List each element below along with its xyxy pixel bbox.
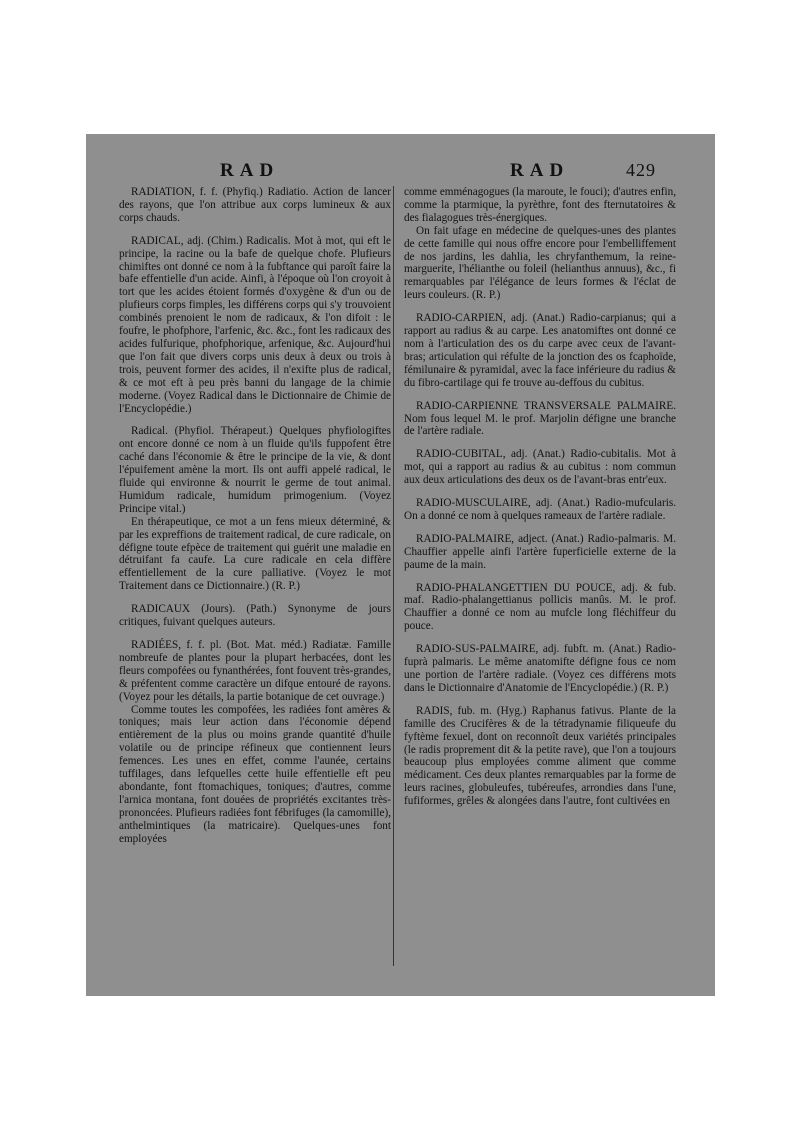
entry-radio-cubital: RADIO-CUBITAL, adj. (Anat.) Radio-cubitalis. Mot à mot, qui a rapport au radius & au cubitus : nom commun aux deux articulations des deux os de l'avant-bras entr'eux. [404, 448, 676, 487]
running-head [86, 160, 715, 182]
dictionary-page [86, 134, 715, 996]
running-head-left: RAD [220, 160, 280, 181]
entry-radiees-continued: Comme toutes les compofées, les radiées font amères & toniques; mais leur action dans l'économie dépend entièrement de la plus ou moins grande quantité d'huile volatile ou de principe réfineux que contiennent leurs femences. Les unes en effet, comme l'aunée, certains tuffilages, dans lefquelles cette huile effentielle eft peu abondante, font ftomachiques, toniques; d'autres, comme l'arnica montana, font douées de propriétés excitantes très-prononcées. Plufieurs radiées font fébrifuges (la camomille), anthelmintiques (la matricaire). Quelques-unes font employées [119, 703, 391, 845]
entry-radical-therapeutique: En thérapeutique, ce mot a un fens mieux déterminé, & par les expreffions de traitement radical, de cure radicale, on défigne toute efpèce de traitement qui guérit une maladie en détruifant fa caufe. La cure radicale en cela diffère effentiellement de la cure palliative. (Voyez le mot Traitement dans ce Dictionnaire.) (R. P.) [119, 515, 391, 593]
entry-radicaux: RADICAUX (Jours). (Path.) Synonyme de jours critiques, fuivant quelques auteurs. [119, 603, 391, 629]
entry-radio-palmaire: RADIO-PALMAIRE, adject. (Anat.) Radio-palmaris. M. Chauffier appelle ainfi l'artère fuperficielle externe de la paume de la main. [404, 532, 676, 571]
entry-radical-physiol: Radical. (Phyfiol. Thérapeut.) Quelques phyfiologiftes ont encore donné ce nom à un fluide qu'ils fuppofent être caché dans l'économie & être le principe de la vie, & dont l'épuifement amène la mort. Ils ont auffi appelé radical, le fluide qui environne & nourrit le germe de tout animal. Humidum radicale, humidum primogenium. (Voyez Principe vital.) En thérapeutique, ce mot a un fens mieux déterminé, & par les expreffions de traitement radical, de cure radicale, on défigne toute efpèce de traitement qui guérit une maladie en détruifant fa caufe. La cure radicale en cela diffère effentiellement de la cure palliative. (Voyez le mot Traitement dans ce Dictionnaire.) (R. P.) [119, 425, 391, 593]
entry-radiees-end: comme emménagogues (la maroute, le fouci); d'autres enfin, comme la ptarmique, la pyrèthre, font des fternutatoires & des fialagogues très-énergiques. On fait ufage en médecine de quelques-unes des plantes de cette famille qui nous offre encore pour l'embelliffement de nos jardins, les dahlia, les chryfanthemum, la reine-marguerite, l'hélianthe ou foleil (helianthus annuus), &c., fi remarquables par l'élégance de leurs formes & l'éclat de leurs couleurs. (R. P.) [404, 186, 676, 302]
entry-radio-carpienne: RADIO-CARPIENNE TRANSVERSALE PALMAIRE. Nom fous lequel M. le prof. Marjolin défigne une branche de l'artère radiale. [404, 399, 676, 438]
running-head-right: RAD [510, 160, 570, 181]
right-column [404, 186, 676, 818]
entry-radio-phalangettien: RADIO-PHALANGETTIEN DU POUCE, adj. & fub. maf. Radio-phalangettianus pollicis manûs. M. le prof. Chauffier a donné ce nom au mufcle long fléchiffeur du pouce. [404, 581, 676, 633]
page-number: 429 [626, 160, 656, 180]
entry-radiees: RADIÉES, f. f. pl. (Bot. Mat. méd.) Radiatæ. Famille nombreufe de plantes pour la plupart herbacées, dont les fleurs compofées ou fynanthérées, font fouvent très-grandes, & préfentent comme caractère un difque entouré de rayons. (Voyez pour les détails, la partie botanique de cet ouvrage.) Comme toutes les compofées, les radiées font amères & toniques; mais leur action dans l'économie dépend entièrement de la plus ou moins grande quantité d'huile volatile ou de principe réfineux que contiennent leurs femences. Les unes en effet, comme l'aunée, certains tuffilages, dans lefquelles cette huile effentielle eft peu abondante, font ftomachiques, toniques; d'autres, comme l'arnica montana, font douées de propriétés excitantes très-prononcées. Plufieurs radiées font fébrifuges (la camomille), anthelmintiques (la matricaire). Quelques-unes font employées [119, 639, 391, 845]
left-column [119, 186, 391, 856]
column-rule [393, 186, 394, 966]
entry-radio-sus-palmaire: RADIO-SUS-PALMAIRE, adj. fubft. m. (Anat.) Radio-fuprà palmaris. Le même anatomifte défigne fous ce nom une portion de l'artère radiale. (Voyez ces différens mots dans le Dictionnaire d'Anatomie de l'Encyclopédie.) (R. P.) [404, 643, 676, 694]
entry-radical: RADICAL, adj. (Chim.) Radicalis. Mot à mot, qui eft le principe, la racine ou la bafe de quelque chofe. Plufieurs chimiftes ont donné ce nom à la fubftance qui paroît faire la bafe effentielle d'un acide. Ainfi, à l'époque où l'on croyoit à tort que les acides étoient formés d'oxygène & d'un ou de plufieurs corps fimples, les différens corps qui s'y trouvoient combinés prenoient le nom de radicaux, & l'on difoit : le foufre, le phofphore, l'arfenic, &c. &c., font les radicaux des acides fulfurique, phofphorique, arfenique, &c. Aujourd'hui que l'on fait que divers corps unis deux à deux ou trois à trois, peuvent former des acides, il n'exifte plus de radical, & ce mot eft à peu près banni du langage de la chimie moderne. (Voyez Radical dans le Dictionnaire de Chimie de l'Encyclopédie.) [119, 234, 391, 415]
entry-radis: RADIS, fub. m. (Hyg.) Raphanus fativus. Plante de la famille des Crucifères & de la tétradynamie filiqueufe du fyftème fexuel, dont on reconnoît deux variétés principales (le radis proprement dit & la petite rave), que l'on a toujours beaucoup plus employées comme aliment que comme médicament. Ces deux plantes remarquables par la forme de leurs racines, globuleufes, tubéreufes, arrondies dans l'une, fufiformes, grêles & alongées dans l'autre, font cultivées en [404, 704, 676, 808]
entry-radio-musculaire: RADIO-MUSCULAIRE, adj. (Anat.) Radio-mufcularis. On a donné ce nom à quelques rameaux de l'artère radiale. [404, 497, 676, 522]
entry-radiation: RADIATION, f. f. (Phyfiq.) Radiatio. Action de lancer des rayons, que l'on attribue aux corps lumineux & aux corps chauds. [119, 186, 391, 224]
entry-radio-carpien: RADIO-CARPIEN, adj. (Anat.) Radio-carpianus; qui a rapport au radius & au carpe. Les anatomiftes ont donné ce nom à l'articulation des os du carpe avec ceux de l'avant-bras; articulation qui réfulte de la jonction des os fcaphoïde, fémilunaire & pyramidal, avec la face inférieure du radius & du fibro-cartilage qui fe trouve au-deffous du cubitus. [404, 312, 676, 389]
